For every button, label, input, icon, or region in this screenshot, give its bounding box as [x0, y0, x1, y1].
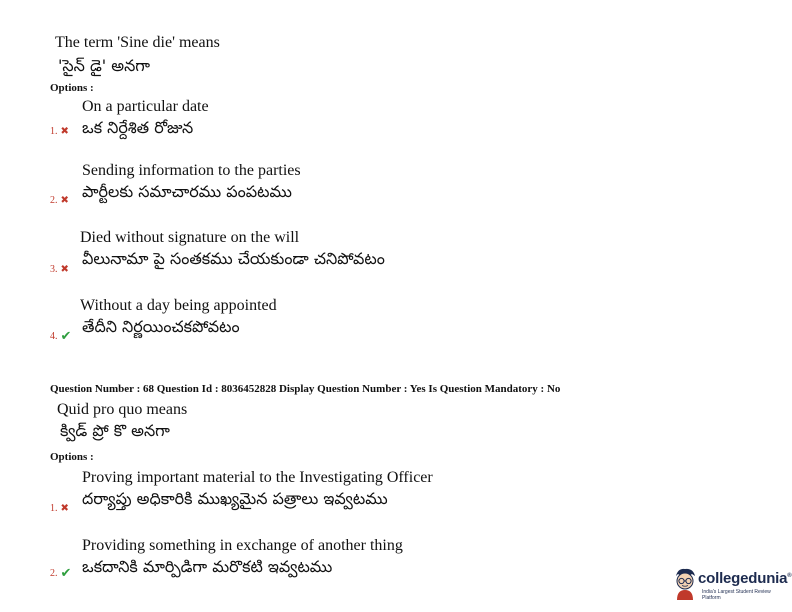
cross-icon: ✖	[60, 195, 69, 206]
options-label: Options :	[50, 451, 94, 463]
option-number: 2.	[50, 568, 58, 579]
option-number: 4.	[50, 331, 58, 342]
logo-trademark: ®	[787, 573, 792, 579]
option-1-number	[50, 503, 69, 514]
check-icon: ✔	[60, 566, 72, 581]
logo-tagline: India's Largest Student Review Platform	[702, 589, 771, 601]
option-number: 2.	[50, 195, 58, 206]
option-1-en: Proving important material to the Investigating Officer	[82, 469, 433, 486]
option-2-en: Providing something in exchange of another thing	[82, 537, 403, 554]
option-3-number	[50, 264, 69, 275]
collegedunia-logo	[672, 566, 792, 602]
option-number: 1.	[50, 126, 58, 137]
option-1-te: ఒక నిర్దేశిత రోజున	[82, 118, 194, 137]
option-1-en: On a particular date	[82, 98, 209, 115]
question-title-en: The term 'Sine die' means	[55, 34, 220, 51]
option-4-te: తేదీని నిర్ణయించకపోవటం	[82, 317, 240, 336]
option-3-en: Died without signature on the will	[80, 229, 300, 246]
logo-name: collegedunia	[698, 570, 788, 587]
option-number: 3.	[50, 264, 58, 275]
option-2-number	[50, 195, 69, 206]
mascot-icon	[672, 566, 698, 600]
option-4-en: Without a day being appointed	[80, 297, 277, 314]
option-2-number	[50, 566, 71, 581]
option-2-te: ఒకదానికి మార్పిడిగా మరొకటి ఇవ్వటము	[82, 557, 333, 576]
option-1-number	[50, 126, 69, 137]
cross-icon: ✖	[60, 503, 69, 514]
cross-icon: ✖	[60, 264, 69, 275]
option-2-te: పార్టీలకు సమాచారము పంపటము	[82, 182, 292, 201]
option-2-en: Sending information to the parties	[82, 162, 301, 179]
logo-wordmark	[698, 570, 792, 587]
question-title-te: క్విడ్ ప్రో కొ అనగా	[60, 421, 170, 440]
option-1-te: దర్యాప్తు అధికారికి ముఖ్యమైన పత్రాలు ఇవ్వటము	[82, 489, 388, 508]
question-title-en: Quid pro quo means	[57, 401, 188, 418]
check-icon: ✔	[60, 329, 72, 344]
cross-icon: ✖	[60, 126, 69, 137]
option-number: 1.	[50, 503, 58, 514]
option-4-number	[50, 329, 71, 344]
question-title-te: 'సైన్ డై' అనగా	[58, 56, 151, 75]
option-3-te: వీలునామా పై సంతకము చేయకుండా చనిపోవటం	[82, 249, 385, 268]
question-meta: Question Number : 68 Question Id : 8036452828 Display Question Number : Yes Is Question Mandatory : No	[50, 383, 561, 395]
options-label: Options :	[50, 82, 94, 94]
